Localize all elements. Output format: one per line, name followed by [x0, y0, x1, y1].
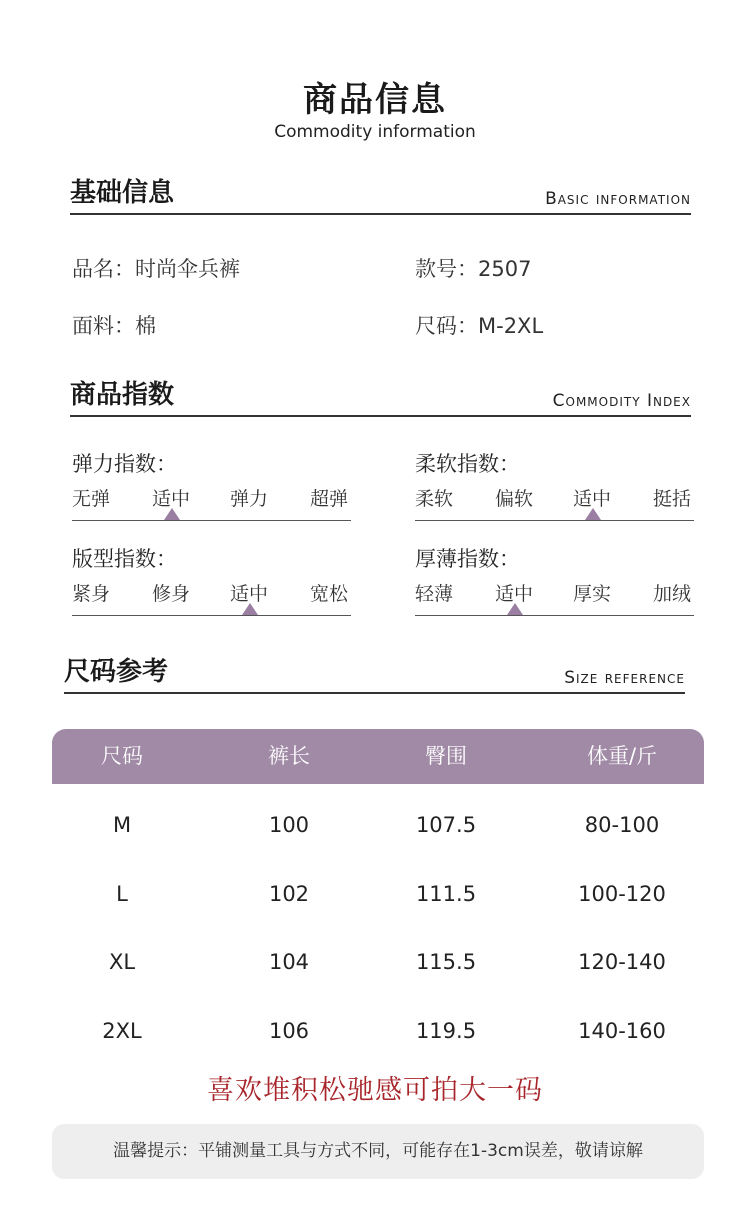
scale-marker-icon	[242, 603, 258, 615]
basic-info-title: 基础信息	[70, 178, 175, 208]
product-name: 品名：时尚伞兵裤	[72, 257, 240, 281]
size-ref-title: 尺码参考	[64, 657, 169, 687]
table-cell: 140-160	[578, 1019, 666, 1043]
size-ref-header	[64, 652, 685, 694]
softness-label: 柔软指数：	[415, 452, 520, 476]
page-subtitle: Commodity information	[274, 122, 476, 142]
table-cell: 102	[268, 882, 310, 906]
table-cell: 111.5	[415, 882, 477, 906]
size-advice-note: 喜欢堆积松驰感可拍大一码	[207, 1075, 543, 1106]
elasticity-label: 弹力指数：	[72, 452, 177, 476]
scale-line	[72, 520, 351, 521]
scale-option: 适中	[152, 488, 191, 510]
basic-info-title-en: Basic information	[545, 189, 691, 209]
scale-option: 弹力	[230, 488, 269, 510]
basic-info-header	[70, 173, 691, 215]
table-cell: L	[116, 882, 128, 906]
scale-option: 超弹	[310, 488, 349, 510]
col-header-weight: 体重/斤	[586, 744, 658, 768]
size-range: 尺码：M-2XL	[415, 314, 544, 338]
scale-option: 厚实	[573, 583, 612, 605]
table-cell: 119.5	[415, 1019, 477, 1043]
table-cell: M	[112, 813, 132, 837]
fabric: 面料：棉	[72, 314, 156, 338]
table-cell: 2XL	[102, 1019, 142, 1043]
scale-option: 偏软	[495, 488, 534, 510]
table-cell: 80-100	[584, 813, 660, 837]
table-cell: 104	[268, 950, 310, 974]
scale-option: 挺括	[653, 488, 692, 510]
measurement-tip-box	[52, 1124, 704, 1179]
fit-label: 版型指数：	[72, 547, 177, 571]
scale-option: 修身	[152, 583, 191, 605]
scale-marker-icon	[585, 508, 601, 520]
thickness-label: 厚薄指数：	[415, 547, 520, 571]
size-table-header	[52, 729, 704, 784]
scale-option: 紧身	[72, 583, 111, 605]
softness-scale	[415, 484, 694, 508]
thickness-scale	[415, 579, 694, 603]
elasticity-scale	[72, 484, 351, 508]
table-cell: 106	[268, 1019, 310, 1043]
table-cell: 115.5	[415, 950, 477, 974]
table-cell: 100	[268, 813, 310, 837]
scale-option: 适中	[230, 583, 269, 605]
index-title: 商品指数	[70, 380, 175, 410]
table-cell: 100-120	[578, 882, 666, 906]
index-header	[70, 375, 691, 417]
size-ref-title-en: Size reference	[564, 668, 685, 688]
table-cell: XL	[108, 950, 136, 974]
scale-line	[415, 520, 694, 521]
scale-option: 适中	[573, 488, 612, 510]
table-cell: 120-140	[578, 950, 666, 974]
style-number: 款号：2507	[415, 257, 532, 281]
scale-option: 无弹	[72, 488, 111, 510]
index-title-en: Commodity Index	[552, 391, 691, 411]
scale-option: 宽松	[310, 583, 349, 605]
scale-marker-icon	[164, 508, 180, 520]
scale-option: 适中	[495, 583, 534, 605]
page-title: 商品信息	[303, 80, 447, 120]
scale-line	[72, 615, 351, 616]
scale-marker-icon	[507, 603, 523, 615]
fit-scale	[72, 579, 351, 603]
col-header-length: 裤长	[268, 744, 310, 768]
scale-option: 柔软	[415, 488, 454, 510]
scale-line	[415, 615, 694, 616]
scale-option: 轻薄	[415, 583, 454, 605]
col-header-size: 尺码	[101, 744, 143, 768]
col-header-hip: 臀围	[425, 744, 467, 768]
table-cell: 107.5	[415, 813, 477, 837]
scale-option: 加绒	[653, 583, 692, 605]
measurement-tip: 温馨提示：平铺测量工具与方式不同，可能存在1-3cm误差，敬请谅解	[113, 1141, 643, 1161]
